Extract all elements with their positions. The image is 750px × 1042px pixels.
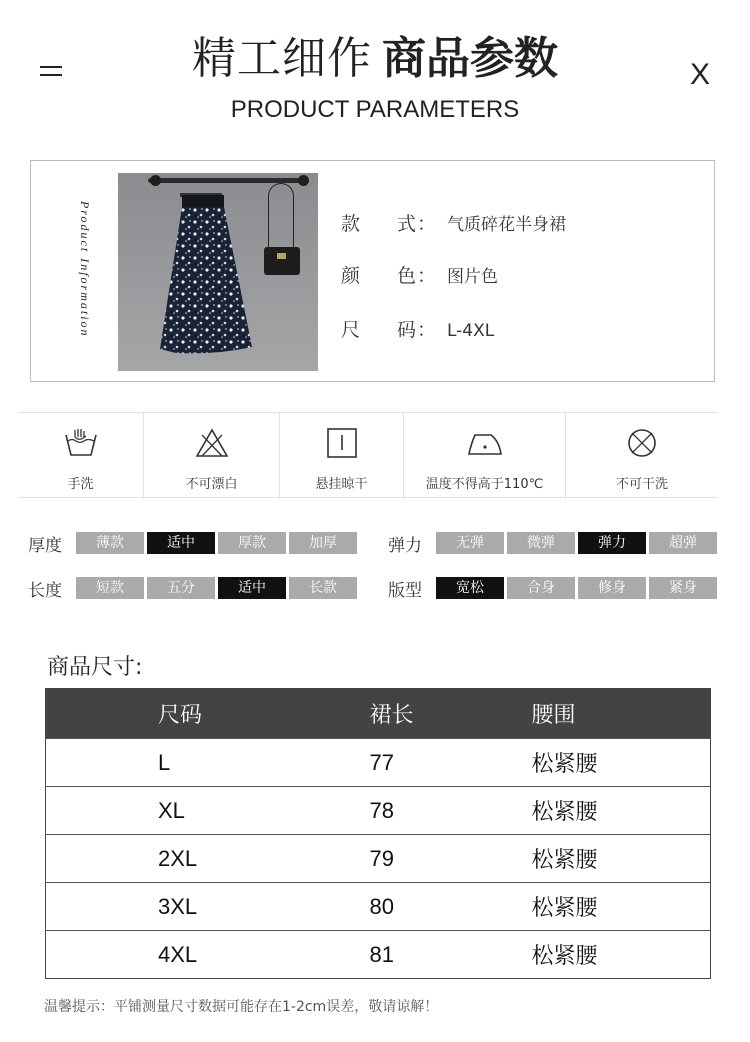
care-instructions bbox=[18, 412, 718, 498]
cell-length: 78 bbox=[336, 787, 526, 835]
care-hang-dry bbox=[280, 413, 404, 499]
table-row bbox=[46, 931, 711, 979]
attr-elasticity bbox=[388, 532, 720, 554]
care-label: 不可漂白 bbox=[185, 477, 238, 492]
option-extra-thick[interactable]: 加厚 bbox=[289, 532, 357, 554]
option-tight[interactable]: 紧身 bbox=[649, 577, 717, 599]
table-row bbox=[46, 787, 711, 835]
size-table bbox=[45, 688, 711, 979]
page-subtitle: PRODUCT PARAMETERS bbox=[230, 96, 520, 123]
option-thick[interactable]: 厚款 bbox=[218, 532, 286, 554]
option-super-stretch[interactable]: 超弹 bbox=[649, 532, 717, 554]
style-value: 气质碎花半身裙 bbox=[447, 215, 566, 235]
cell-length: 80 bbox=[336, 883, 526, 931]
header-size: 尺码 bbox=[46, 689, 336, 739]
title-bold: 商品参数 bbox=[382, 33, 558, 84]
cell-size: 3XL bbox=[46, 883, 336, 931]
info-row-style: 款 式： 气质碎花半身裙 bbox=[341, 213, 566, 235]
cell-length: 81 bbox=[336, 931, 526, 979]
no-bleach-icon bbox=[194, 427, 230, 459]
table-row bbox=[46, 883, 711, 931]
cell-size: 4XL bbox=[46, 931, 336, 979]
cell-waist: 松紧腰 bbox=[526, 835, 711, 883]
cell-waist: 松紧腰 bbox=[526, 787, 711, 835]
table-header-row bbox=[46, 689, 711, 739]
attr-label: 版型 bbox=[388, 580, 422, 601]
care-label: 温度不得高于110℃ bbox=[425, 477, 544, 492]
attr-label: 长度 bbox=[28, 580, 62, 601]
size-value: L-4XL bbox=[447, 321, 495, 341]
care-no-bleach bbox=[144, 413, 280, 499]
care-label: 悬挂晾干 bbox=[315, 477, 368, 492]
option-stretch-selected[interactable]: 弹力 bbox=[578, 532, 646, 554]
cell-length: 79 bbox=[336, 835, 526, 883]
color-value: 图片色 bbox=[447, 267, 498, 287]
care-iron bbox=[404, 413, 566, 499]
attr-label: 厚度 bbox=[28, 535, 62, 556]
header-waist: 腰围 bbox=[526, 689, 711, 739]
option-long[interactable]: 长款 bbox=[289, 577, 357, 599]
hand-wash-icon bbox=[63, 427, 99, 459]
no-dry-clean-icon bbox=[624, 427, 660, 459]
side-label-text: Product Information bbox=[78, 201, 92, 338]
measurement-note: 温馨提示：平铺测量尺寸数据可能存在1-2cm误差，敬请谅解！ bbox=[44, 999, 439, 1015]
page-title bbox=[0, 32, 750, 86]
option-regular-fit[interactable]: 合身 bbox=[507, 577, 575, 599]
info-row-size: 尺 码： L-4XL bbox=[341, 319, 495, 341]
cell-waist: 松紧腰 bbox=[526, 931, 711, 979]
attr-fit bbox=[388, 577, 720, 599]
option-thin[interactable]: 薄款 bbox=[76, 532, 144, 554]
cell-waist: 松紧腰 bbox=[526, 739, 711, 787]
care-label: 手洗 bbox=[67, 477, 94, 492]
option-no-stretch[interactable]: 无弹 bbox=[436, 532, 504, 554]
cell-length: 77 bbox=[336, 739, 526, 787]
table-row bbox=[46, 835, 711, 883]
option-short[interactable]: 短款 bbox=[76, 577, 144, 599]
option-regular-selected[interactable]: 适中 bbox=[218, 577, 286, 599]
cell-size: XL bbox=[46, 787, 336, 835]
option-loose-selected[interactable]: 宽松 bbox=[436, 577, 504, 599]
side-label bbox=[79, 201, 105, 351]
close-icon[interactable]: X bbox=[690, 58, 711, 91]
option-slim[interactable]: 修身 bbox=[578, 577, 646, 599]
iron-icon bbox=[467, 427, 503, 459]
care-hand-wash bbox=[18, 413, 144, 499]
header-length: 裙长 bbox=[336, 689, 526, 739]
info-row-color: 颜 色： 图片色 bbox=[341, 265, 498, 287]
cell-size: L bbox=[46, 739, 336, 787]
product-info-box bbox=[30, 160, 715, 382]
size-heading: 商品尺寸: bbox=[47, 655, 143, 680]
product-photo bbox=[118, 173, 318, 371]
hang-dry-icon bbox=[324, 427, 360, 459]
care-no-dry-clean bbox=[566, 413, 718, 499]
table-row bbox=[46, 739, 711, 787]
option-half[interactable]: 五分 bbox=[147, 577, 215, 599]
attr-thickness bbox=[28, 532, 360, 554]
title-light: 精工细作 bbox=[192, 33, 372, 84]
option-slight-stretch[interactable]: 微弹 bbox=[507, 532, 575, 554]
option-medium-selected[interactable]: 适中 bbox=[147, 532, 215, 554]
cell-waist: 松紧腰 bbox=[526, 883, 711, 931]
attr-label: 弹力 bbox=[388, 535, 422, 556]
cell-size: 2XL bbox=[46, 835, 336, 883]
care-label: 不可干洗 bbox=[615, 477, 668, 492]
attr-length bbox=[28, 577, 360, 599]
